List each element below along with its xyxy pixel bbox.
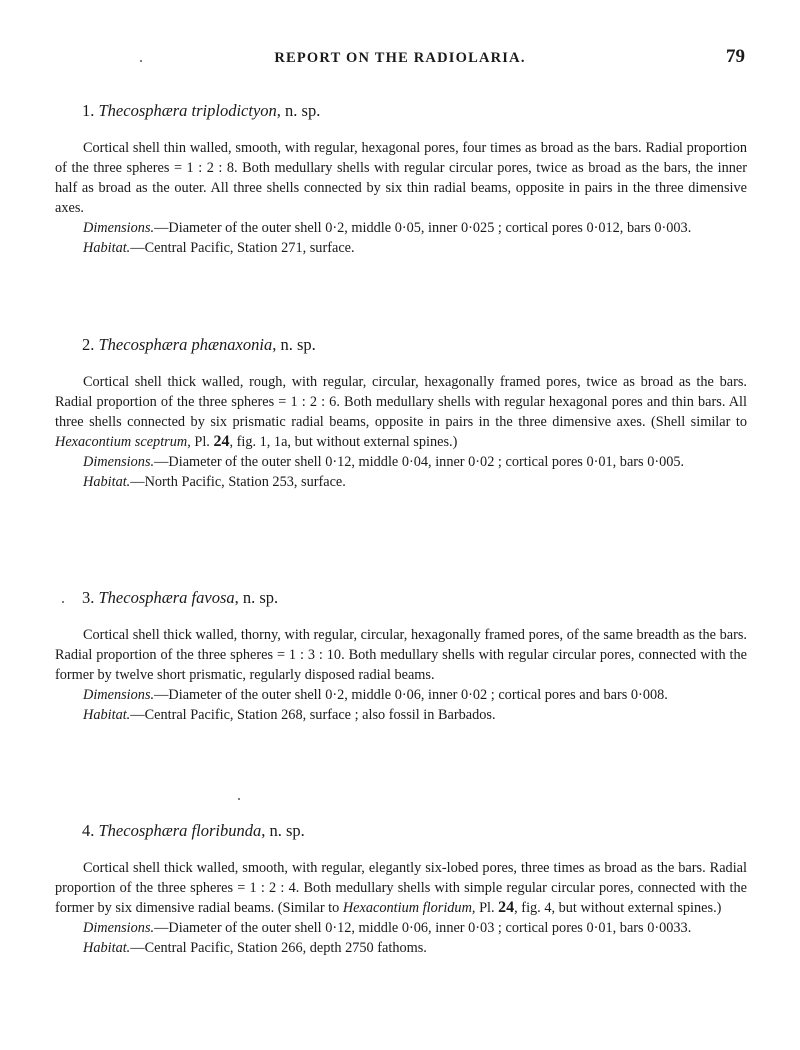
- species-name: Thecosphæra favosa: [98, 588, 235, 607]
- species-number: 3.: [82, 588, 95, 607]
- habitat-paragraph: [55, 705, 747, 725]
- species-suffix: , n. sp.: [234, 588, 279, 607]
- habitat-text: —North Pacific, Station 253, surface.: [130, 474, 346, 490]
- species-description: [55, 372, 747, 452]
- species-entry-4: [55, 820, 747, 958]
- species-name: Thecosphæra phænaxonia: [98, 335, 273, 354]
- habitat-paragraph: [55, 472, 747, 492]
- habitat-label: Habitat.: [83, 474, 131, 490]
- description-text: Cortical shell thick walled, smooth, with regular, elegantly six-lobed pores, three times as broad as the bars. Radial proportion of the three spheres = 1 : 2 : 4. Both medullary shells with simple regular circular pores, connected with the former by six dimensive radial beams. (Similar to: [55, 860, 747, 916]
- species-entry-3: [55, 587, 747, 725]
- species-number: 2.: [82, 335, 95, 354]
- species-heading: [82, 334, 747, 356]
- dimensions-paragraph: [55, 685, 747, 705]
- habitat-text: —Central Pacific, Station 271, surface.: [130, 240, 355, 256]
- scan-speck: [140, 60, 142, 62]
- species-description: Cortical shell thin walled, smooth, with regular, hexagonal pores, four times as broad as the bars. Radial proportion of the three spheres = 1 : 2 : 8. Both medullary shells with regular circular pores, twice as broad as the bars, the inner half as broad as the outer. All three shells connected by six thin radial beams, opposite in pairs in the three dimensive axes.: [55, 140, 747, 216]
- dimensions-label: Dimensions.: [83, 454, 155, 470]
- dimensions-text: —Diameter of the outer shell 0·2, middle 0·05, inner 0·025 ; cortical pores 0·012, bars 0·003.: [154, 220, 692, 236]
- species-suffix: , n. sp.: [272, 335, 316, 354]
- description-text: , fig. 4, but without external spines.): [514, 900, 722, 916]
- habitat-label: Habitat.: [83, 940, 131, 956]
- species-description: [55, 858, 747, 918]
- dimensions-paragraph: [55, 918, 747, 938]
- habitat-label: Habitat.: [83, 240, 131, 256]
- description-text: , Pl.: [471, 900, 499, 916]
- species-heading: [82, 820, 747, 842]
- species-number: 4.: [82, 821, 95, 840]
- running-title: REPORT ON THE RADIOLARIA.: [274, 50, 526, 66]
- species-entry-1: [55, 100, 747, 258]
- dimensions-label: Dimensions.: [83, 220, 155, 236]
- dimensions-label: Dimensions.: [83, 687, 155, 703]
- species-heading: [82, 587, 747, 609]
- dimensions-text: —Diameter of the outer shell 0·12, middle 0·06, inner 0·03 ; cortical pores 0·01, bars 0·0033.: [154, 920, 692, 936]
- dimensions-text: —Diameter of the outer shell 0·2, middle 0·06, inner 0·02 ; cortical pores and bars 0·008.: [154, 687, 668, 703]
- scan-speck: [238, 798, 240, 800]
- taxon-reference: Hexacontium sceptrum: [55, 434, 188, 450]
- plate-number: 24: [498, 899, 515, 916]
- description-text: , fig. 1, 1a, but without external spines.): [229, 434, 458, 450]
- habitat-paragraph: [55, 238, 747, 258]
- species-description: Cortical shell thick walled, thorny, with regular, circular, hexagonally framed pores, of the same breadth as the bars. Radial proportion of the three spheres = 1 : 3 : 10. Both medullary shells with regular circular pores, connected with the former by twelve short prismatic, regularly disposed radial beams.: [55, 627, 747, 683]
- species-entry-2: [55, 334, 747, 492]
- description-text: , Pl.: [187, 434, 214, 450]
- habitat-paragraph: [55, 938, 747, 958]
- species-name: Thecosphæra triplodictyon: [98, 101, 277, 120]
- species-heading: [82, 100, 747, 122]
- dimensions-text: —Diameter of the outer shell 0·12, middle 0·04, inner 0·02 ; cortical pores 0·01, bars 0·005.: [154, 454, 685, 470]
- description-text: Cortical shell thick walled, rough, with regular, circular, hexagonally framed pores, twice as broad as the bars. Radial proportion of the three spheres = 1 : 2 : 6. Both medullary shells with regular hexagonal pores and thin bars. All three shells connected by six prismatic radial beams, opposite in pairs in the three dimensive axes. (Shell similar to: [55, 374, 747, 430]
- species-suffix: , n. sp.: [276, 101, 321, 120]
- dimensions-paragraph: [55, 452, 747, 472]
- habitat-label: Habitat.: [83, 707, 131, 723]
- page-number: 79: [726, 46, 745, 67]
- species-suffix: , n. sp.: [261, 821, 305, 840]
- page-header: [0, 46, 800, 76]
- plate-number: 24: [213, 433, 230, 450]
- habitat-text: —Central Pacific, Station 266, depth 2750 fathoms.: [130, 940, 427, 956]
- dimensions-label: Dimensions.: [83, 920, 155, 936]
- species-name: Thecosphæra floribunda: [98, 821, 262, 840]
- dimensions-paragraph: [55, 218, 747, 238]
- habitat-text: —Central Pacific, Station 268, surface ; also fossil in Barbados.: [130, 707, 496, 723]
- taxon-reference: Hexacontium floridum: [342, 900, 472, 916]
- species-number: 1.: [82, 101, 95, 120]
